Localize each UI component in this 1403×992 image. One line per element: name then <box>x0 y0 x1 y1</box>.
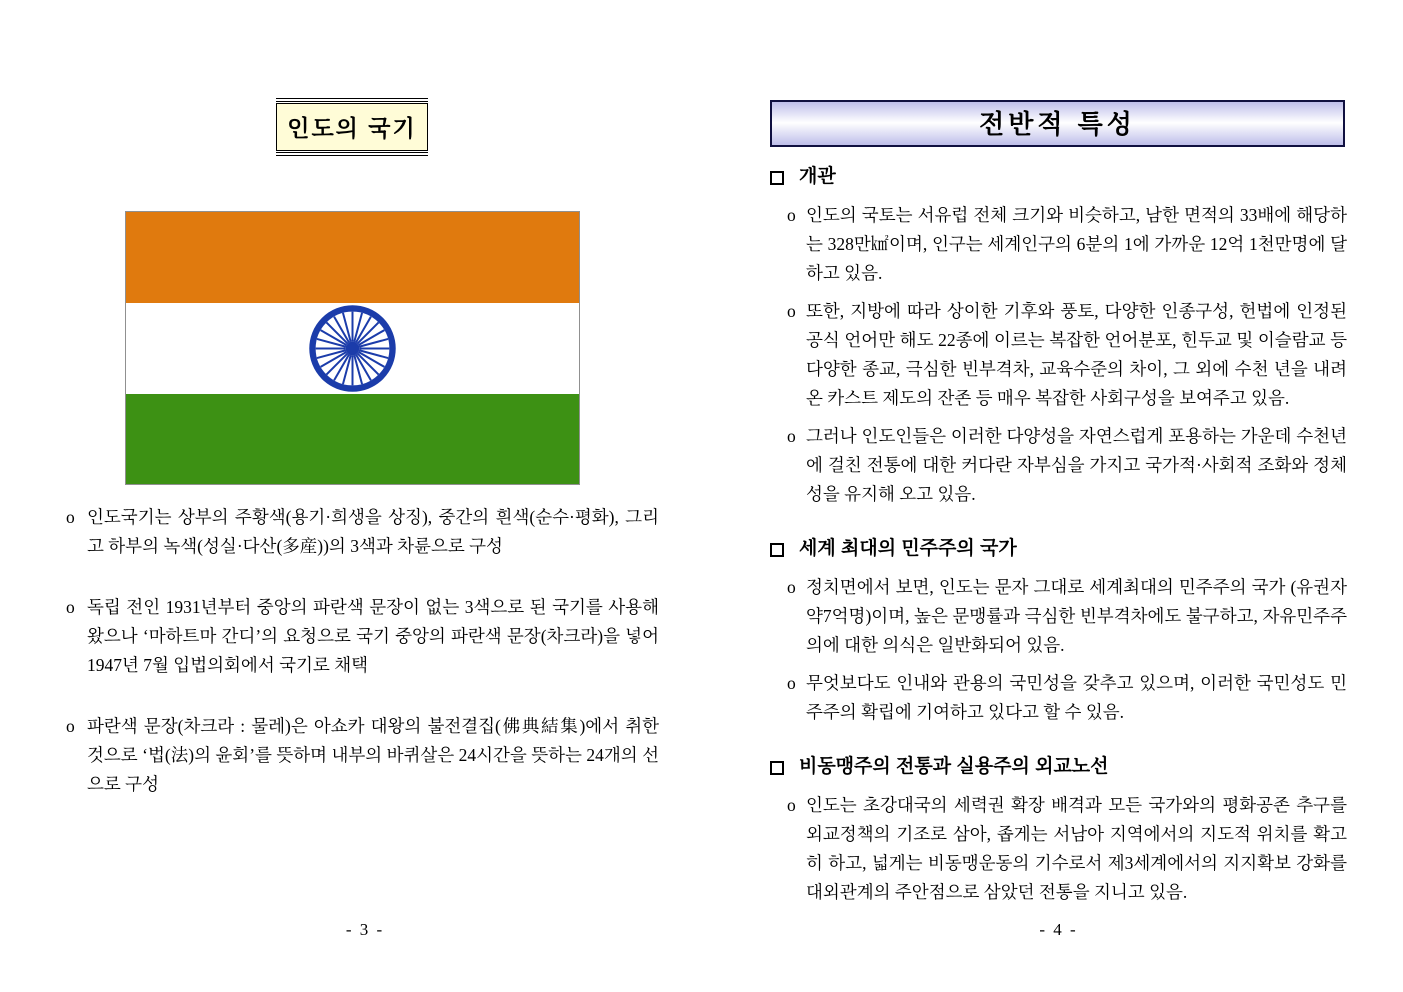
bullet-marker: o <box>787 673 796 693</box>
list-item <box>770 422 1347 509</box>
list-item <box>770 791 1347 907</box>
section-democracy <box>770 536 1347 727</box>
flag-stripe-saffron <box>126 212 579 303</box>
india-flag-image <box>125 211 580 485</box>
page-number: - 4 - <box>1039 920 1078 939</box>
ashoka-chakra-icon <box>307 303 398 394</box>
flag-description-list <box>63 503 659 831</box>
double-rule-bottom <box>276 152 428 156</box>
bullet-text: 인도의 국토는 서유럽 전체 크기와 비슷하고, 남한 면적의 33배에 해당하는 328만㎢이며, 인구는 세계인구의 6분의 1에 가까운 12억 1천만명에 달하고 있음. <box>806 205 1347 283</box>
bullet-marker: o <box>787 795 796 815</box>
page-number: - 3 - <box>345 920 385 939</box>
section-heading-text: 세계 최대의 민주주의 국가 <box>799 538 1017 559</box>
bullet-text: 파란색 문장(차크라 : 물레)은 아쇼카 대왕의 불전결집(佛典結集)에서 취한 것으로 ‘법(法)의 윤회’를 뜻하며 내부의 바퀴살은 24시간을 뜻하는 24개의 선으로 구성 <box>87 716 659 794</box>
bullet-text: 인도는 초강대국의 세력권 확장 배격과 모든 국가와의 평화공존 추구를 외교정책의 기조로 삼아, 좁게는 서남아 지역에서의 지도적 위치를 확고히 하고, 넓게는 비동맹운동의 기수로서 제3세계에서의 지지확보 강화를 대외관계의 주안점으로 삼았던 전통을 지니고 있음. <box>806 795 1347 902</box>
list-item <box>770 297 1347 413</box>
section-heading-text: 비동맹주의 전통과 실용주의 외교노선 <box>799 756 1109 777</box>
bullet-text: 정치면에서 보면, 인도는 문자 그대로 세계최대의 민주주의 국가 (유권자 약7억명)이며, 높은 문맹률과 극심한 빈부격차에도 불구하고, 자유민주주의에 대한 의식은 일반화되어 있음. <box>806 577 1347 655</box>
section-heading-text: 개관 <box>799 166 836 187</box>
left-page-title: 인도의 국기 <box>287 115 417 141</box>
document-page-4 <box>770 0 1347 992</box>
bullet-text: 그러나 인도인들은 이러한 다양성을 자연스럽게 포용하는 가운데 수천년에 걸친 전통에 대한 커다란 자부심을 가지고 국가적·사회적 조화와 정체성을 유지해 오고 있음. <box>806 426 1347 504</box>
document-page-3 <box>55 0 675 992</box>
list-item <box>63 593 659 680</box>
flag-stripe-white <box>126 303 579 394</box>
list-item <box>63 712 659 799</box>
bullet-marker: o <box>66 507 75 527</box>
section-overview <box>770 164 1347 509</box>
list-item <box>770 669 1347 727</box>
bullet-marker: o <box>66 597 75 617</box>
bullet-marker: o <box>787 301 796 321</box>
bullet-marker: o <box>66 716 75 736</box>
bullet-marker: o <box>787 577 796 597</box>
bullet-marker: o <box>787 205 796 225</box>
list-item <box>770 573 1347 660</box>
list-item <box>770 201 1347 288</box>
section-heading <box>770 754 1347 780</box>
square-bullet-icon <box>770 543 784 557</box>
bullet-text: 또한, 지방에 따라 상이한 기후와 풍토, 다양한 인종구성, 헌법에 인정된 공식 언어만 해도 22종에 이르는 복잡한 언어분포, 힌두교 및 이슬람교 등 다양한 종교, 극심한 빈부격차, 교육수준의 차이, 그 외에 수천 년을 내려온 카스트 제도의 잔존 등 매우 복잡한 사회구성을 보여주고 있음. <box>806 301 1347 408</box>
section-heading <box>770 164 1347 190</box>
double-rule-top <box>276 98 428 102</box>
bullet-text: 인도국기는 상부의 주황색(용기·희생을 상징), 중간의 흰색(순수·평화), 그리고 하부의 녹색(성실·다산(多産))의 3색과 차륜으로 구성 <box>87 507 659 556</box>
general-characteristics-content <box>770 137 1347 916</box>
section-nonalignment <box>770 754 1347 907</box>
bullet-text: 독립 전인 1931년부터 중앙의 파란색 문장이 없는 3색으로 된 국기를 사용해 왔으나 ‘마하트마 간디’의 요청으로 국기 중앙의 파란색 문장(차크라)을 넣어 1947년 7월 입법의회에서 국기로 채택 <box>87 597 659 675</box>
left-title-frame <box>276 98 428 156</box>
section-heading <box>770 536 1347 562</box>
flag-stripe-green <box>126 394 579 485</box>
list-item <box>63 503 659 561</box>
right-page-title: 전반적 특성 <box>979 109 1136 139</box>
left-title-box <box>276 103 428 151</box>
square-bullet-icon <box>770 761 784 775</box>
bullet-marker: o <box>787 426 796 446</box>
bullet-text: 무엇보다도 인내와 관용의 국민성을 갖추고 있으며, 이러한 국민성도 민주주의 확립에 기여하고 있다고 할 수 있음. <box>806 673 1347 722</box>
square-bullet-icon <box>770 171 784 185</box>
